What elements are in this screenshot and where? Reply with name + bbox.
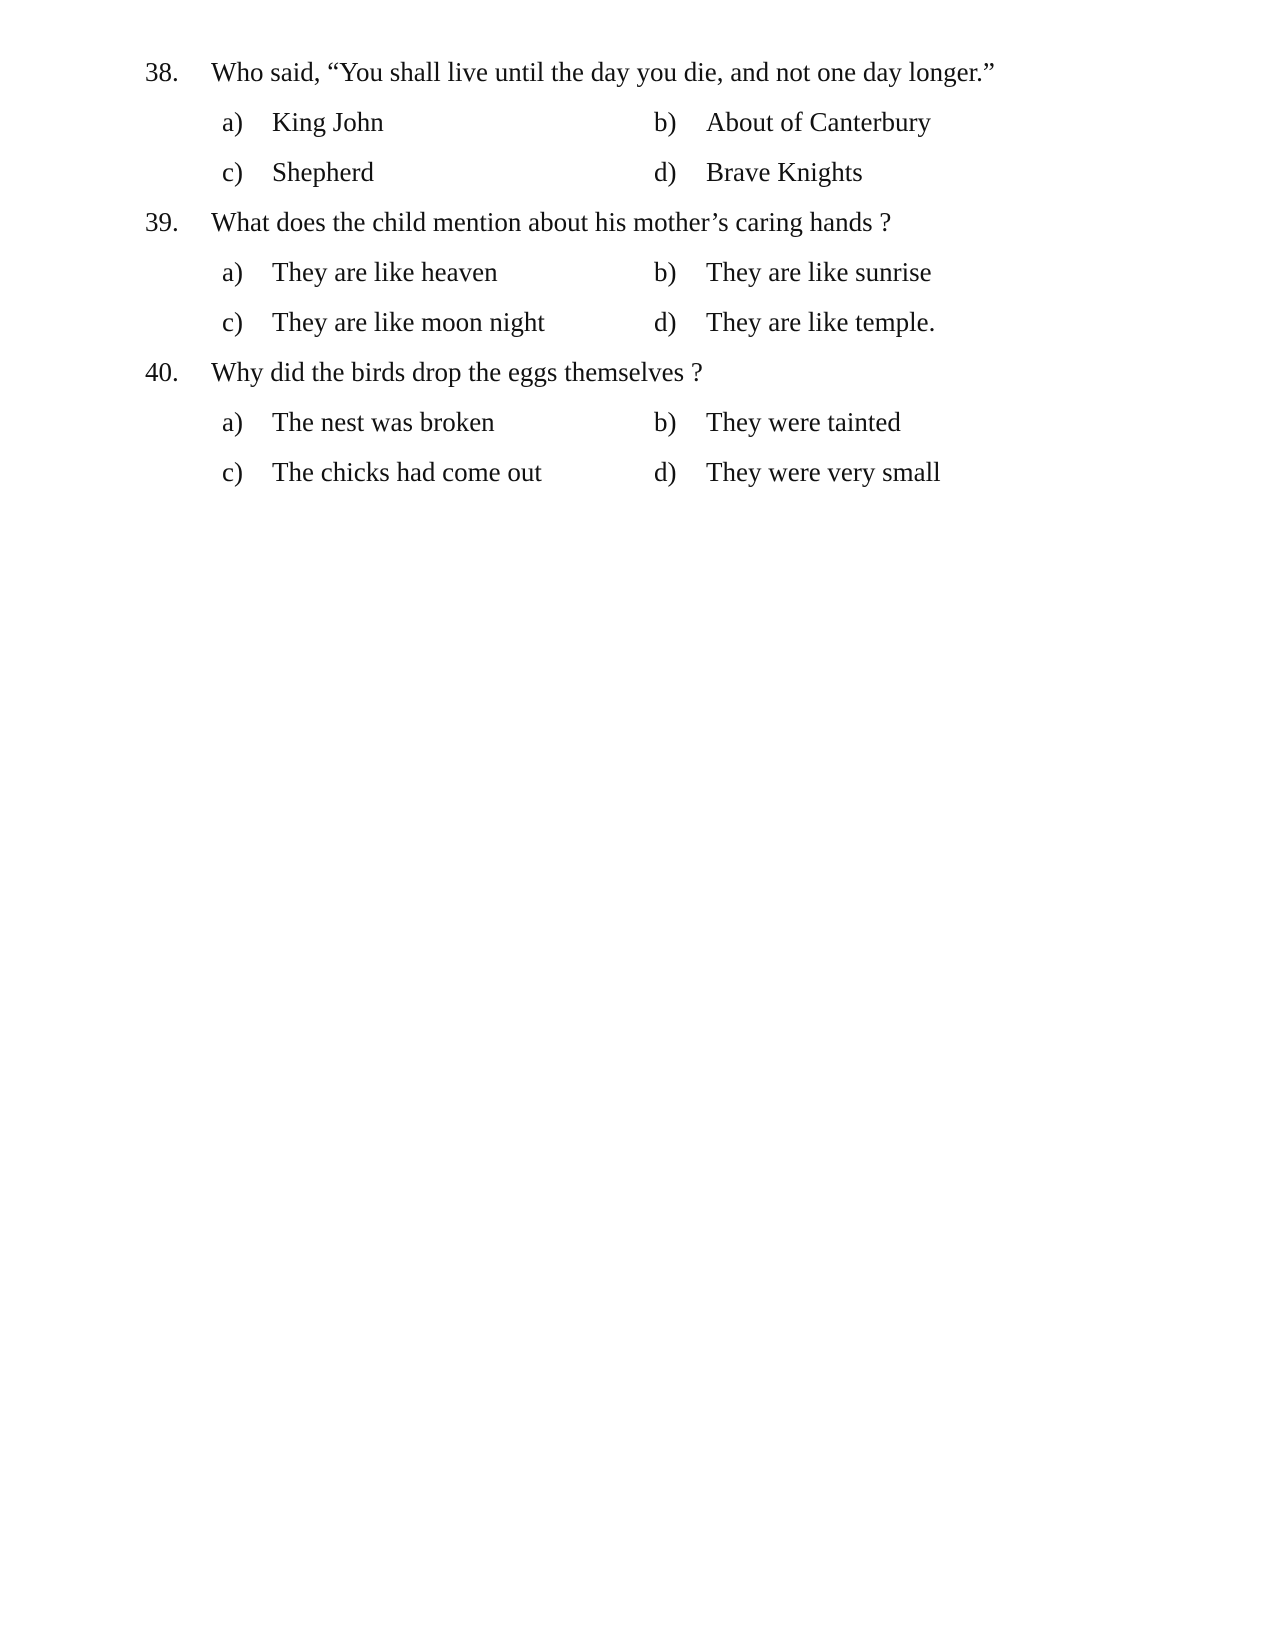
option-row xyxy=(0,447,1275,497)
option-row xyxy=(0,97,1275,147)
option-text: Shepherd xyxy=(272,157,374,187)
question-number: 38. xyxy=(145,57,179,87)
option-letter: d) xyxy=(654,457,677,487)
option-letter: c) xyxy=(222,157,243,187)
question-38 xyxy=(0,47,1275,197)
question-line xyxy=(0,347,1275,397)
option-text: Brave Knights xyxy=(706,157,863,187)
question-text: Who said, “You shall live until the day you die, and not one day longer.” xyxy=(211,57,995,87)
option-text: The nest was broken xyxy=(272,407,495,437)
option-text: They are like temple. xyxy=(706,307,936,337)
question-line xyxy=(0,47,1275,97)
option-row xyxy=(0,147,1275,197)
question-39 xyxy=(0,197,1275,347)
option-letter: c) xyxy=(222,307,243,337)
question-line xyxy=(0,197,1275,247)
option-letter: a) xyxy=(222,107,243,137)
question-number: 40. xyxy=(145,357,179,387)
option-text: The chicks had come out xyxy=(272,457,542,487)
question-text: Why did the birds drop the eggs themselves ? xyxy=(211,357,703,387)
option-letter: c) xyxy=(222,457,243,487)
option-letter: d) xyxy=(654,157,677,187)
option-row xyxy=(0,297,1275,347)
question-number: 39. xyxy=(145,207,179,237)
option-text: They were tainted xyxy=(706,407,901,437)
option-text: About of Canterbury xyxy=(706,107,931,137)
option-text: They are like moon night xyxy=(272,307,545,337)
question-40 xyxy=(0,347,1275,497)
option-letter: a) xyxy=(222,407,243,437)
option-text: They are like sunrise xyxy=(706,257,932,287)
option-letter: b) xyxy=(654,107,677,137)
option-letter: b) xyxy=(654,407,677,437)
option-text: King John xyxy=(272,107,384,137)
option-row xyxy=(0,247,1275,297)
question-text: What does the child mention about his mother’s caring hands ? xyxy=(211,207,892,237)
option-letter: b) xyxy=(654,257,677,287)
option-letter: d) xyxy=(654,307,677,337)
option-text: They were very small xyxy=(706,457,941,487)
question-list xyxy=(0,47,1275,497)
option-row xyxy=(0,397,1275,447)
option-letter: a) xyxy=(222,257,243,287)
option-text: They are like heaven xyxy=(272,257,498,287)
